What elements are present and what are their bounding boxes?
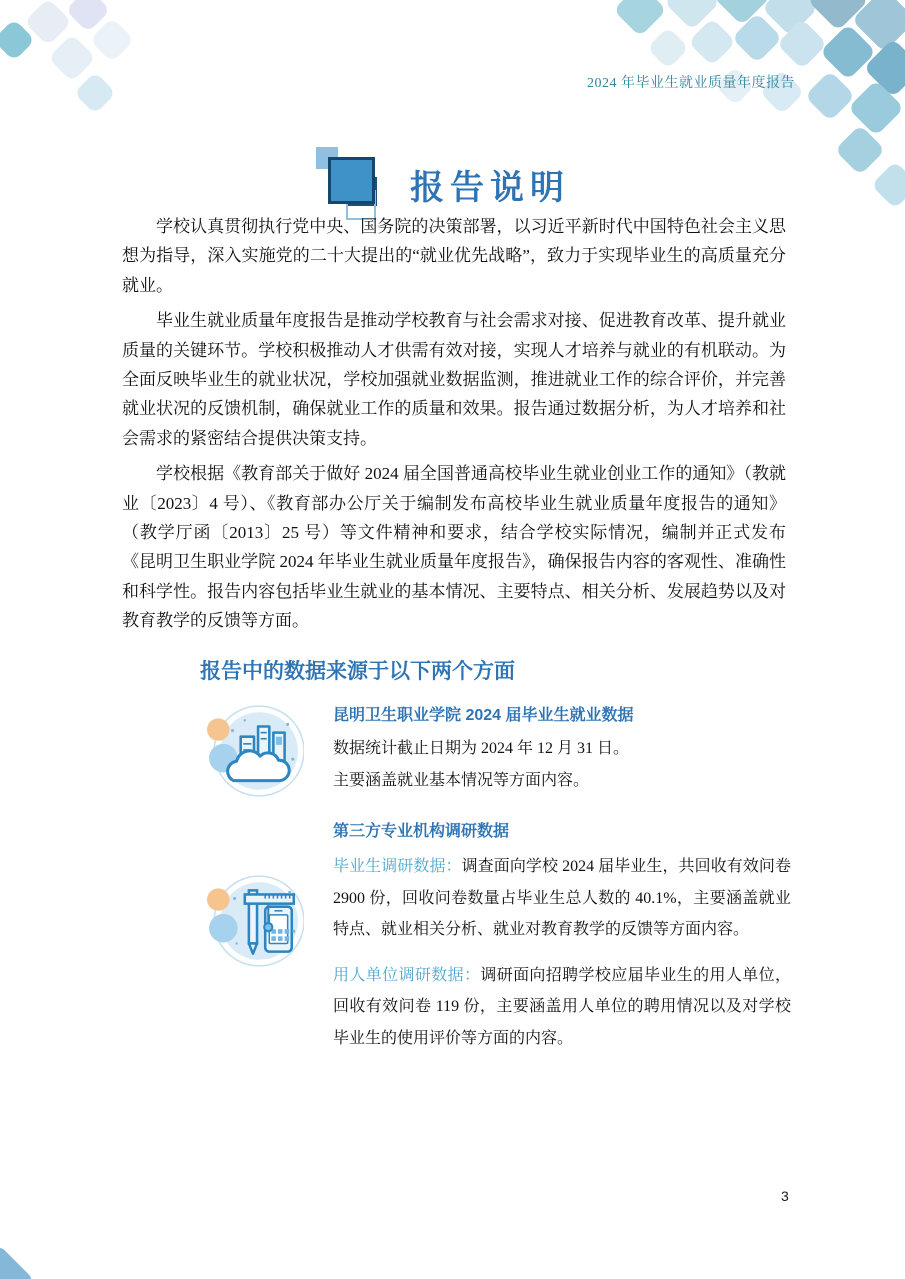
deco-diamond — [805, 71, 856, 122]
corner-decoration-bottom-left — [0, 1245, 34, 1279]
report-body — [122, 212, 786, 642]
deco-diamond — [871, 161, 905, 209]
deco-diamond — [48, 34, 96, 82]
item-text: 调查面向学校 2024 届毕业生，共回收有效问卷 2900 份，回收问卷数量占毕业生总人数的 40.1%，主要涵盖就业特点、就业相关分析、就业对教育教学的反馈等方面内容。 — [333, 858, 791, 938]
paragraph: 毕业生就业质量年度报告是推动学校教育与社会需求对接、促进教育改革、提升就业质量的关键环节。学校积极推动人才供需有效对接，实现人才培养与就业的有机联动。为全面反映毕业生的就业状况，学校加强就业数据监测，推进就业工作的综合评价，并完善就业状况的反馈机制，确保就业工作的质量和效果。报告通过数据分析，为人才培养和社会需求的紧密结合提供决策支持。 — [122, 311, 786, 448]
data-source-1-title: 昆明卫生职业学院 2024 届毕业生就业数据 — [333, 707, 634, 724]
data-source-2-item — [333, 960, 791, 1055]
deco-square-main — [328, 157, 375, 204]
data-source-1-line: 主要涵盖就业基本情况等方面内容。 — [333, 772, 590, 789]
item-text: 调研面向招聘学校应届毕业生的用人单位，回收有效问卷 119 份，主要涵盖用人单位的聘用情况以及对学校毕业生的使用评价等方面的内容。 — [333, 966, 791, 1047]
report-header: 2024 年毕业生就业质量年度报告 — [587, 76, 795, 91]
deco-diamond — [74, 72, 116, 114]
paragraph: 学校根据《教育部关于做好 2024 届全国普通高校毕业生就业创业工作的通知》（教就业〔2023〕4 号）、《教育部办公厅关于编制发布高校毕业生就业质量年度报告的通知》（教学厅函〔2013〕25 号）等文件精神和要求，结合学校实际情况，编制并正式发布《昆明卫生职业学院 2024 年毕业生就业质量年度报告》，确保报告内容的客观性、准确性和科学性。报告内容包括毕业生就业的基本情况、主要特点、相关分析、发展趋势以及对教育教学的反馈等方面。 — [122, 464, 786, 631]
data-source-2 — [333, 818, 791, 1054]
data-source-2-item — [333, 851, 791, 946]
deco-diamond — [647, 27, 689, 69]
data-source-1-line: 数据统计截止日期为 2024 年 12 月 31 日。 — [333, 740, 630, 757]
city-cloud-icon — [206, 702, 304, 800]
survey-tools-icon — [206, 872, 304, 970]
page-title: 报告说明 — [410, 168, 570, 207]
data-source-1 — [333, 702, 791, 797]
item-label: 毕业生调研数据： — [333, 858, 462, 875]
page-number: 3 — [781, 1188, 789, 1204]
paragraph: 学校认真贯彻执行党中央、国务院的决策部署，以习近平新时代中国特色社会主义思想为指导，深入实施党的二十大提出的“就业优先战略”，致力于实现毕业生的高质量充分就业。 — [122, 217, 786, 295]
item-label: 用人单位调研数据： — [333, 966, 481, 984]
data-source-2-title: 第三方专业机构调研数据 — [333, 823, 510, 840]
deco-diamond — [613, 0, 667, 37]
data-sources-heading: 报告中的数据来源于以下两个方面 — [200, 660, 515, 683]
